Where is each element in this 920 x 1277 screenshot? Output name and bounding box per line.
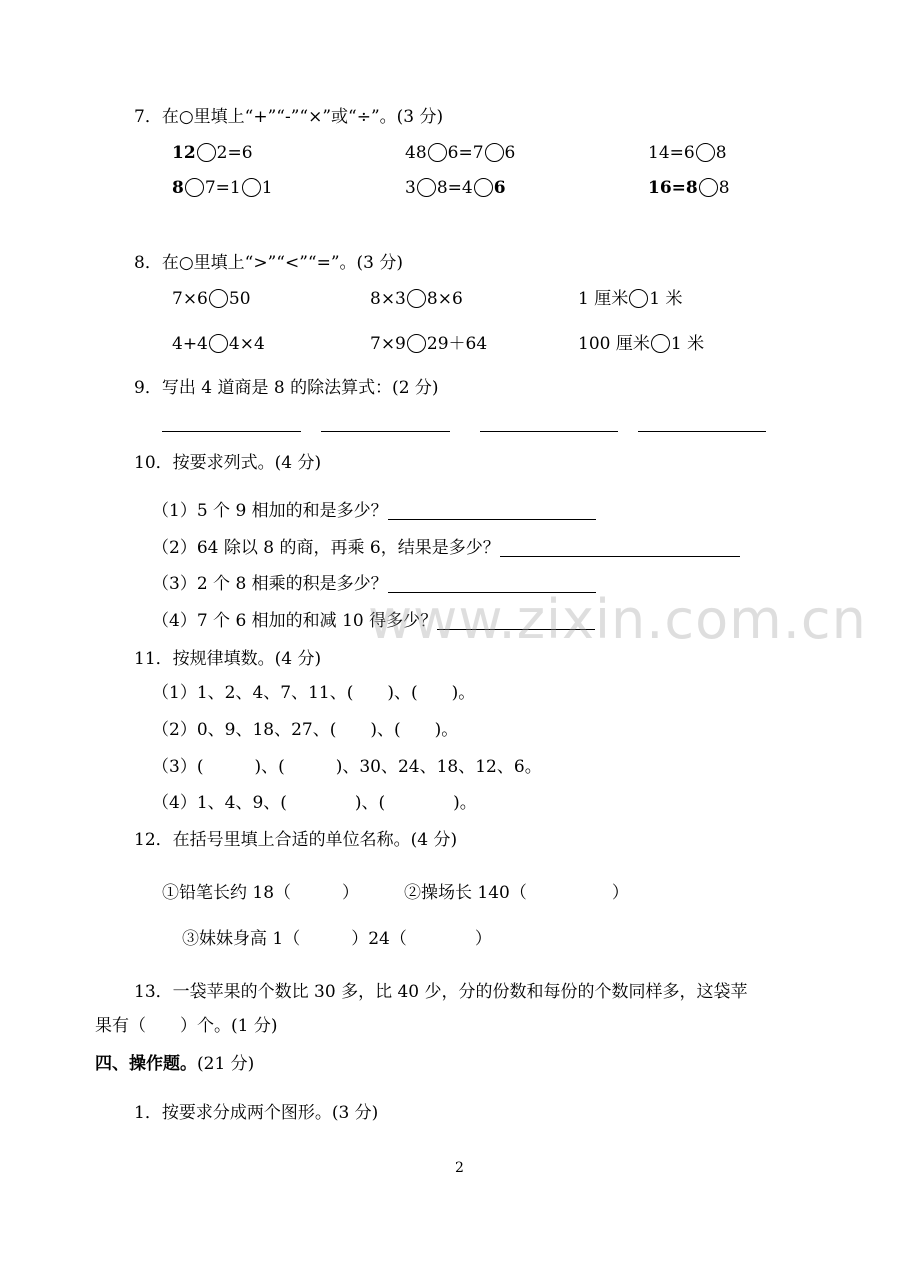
q8-r1-expr1: 7×6 50 <box>172 289 251 309</box>
q7-r2-expr3: 16=8 8 <box>648 178 730 198</box>
q11-item-1: （1）1、2、4、7、11、( )、( )。 <box>152 683 476 703</box>
page-number: 2 <box>455 1160 464 1176</box>
q11-item-4: （4）1、4、9、( )、( )。 <box>152 793 477 813</box>
answer-circle[interactable] <box>197 143 216 162</box>
q11-item-3: （3）( )、( )、30、24、18、12、6。 <box>152 757 542 777</box>
q11-title: 11．按规律填数。(4 分) <box>134 649 322 669</box>
answer-blank[interactable] <box>638 431 766 432</box>
q8-r1-expr2: 8×3 8×6 <box>370 289 463 309</box>
q7-r2-expr1: 8 7=1 1 <box>172 178 273 198</box>
q12-item-1: ①铅笔长约 18（ ） <box>162 883 360 903</box>
q7-r1-expr2: 48 6=7 6 <box>405 143 516 163</box>
answer-blank[interactable] <box>388 503 596 520</box>
q8-r2-expr3: 100 厘米 1 米 <box>578 334 705 354</box>
section4-heading: 四、操作题。(21 分) <box>95 1054 255 1074</box>
answer-circle[interactable] <box>428 143 447 162</box>
answer-circle[interactable] <box>629 289 648 308</box>
answer-blank[interactable] <box>162 431 301 432</box>
q9-title: 9．写出 4 道商是 8 的除法算式：(2 分) <box>134 378 439 398</box>
answer-circle[interactable] <box>407 289 426 308</box>
q7-r2-expr2: 3 8=4 6 <box>405 178 506 198</box>
q10-item-3: （3）2 个 8 相乘的积是多少？ <box>152 573 596 595</box>
q8-r1-expr3: 1 厘米 1 米 <box>578 289 683 309</box>
answer-blank[interactable] <box>321 431 450 432</box>
watermark: www.zixin.com.cn <box>368 588 867 651</box>
q13-line1: 13．一袋苹果的个数比 30 多，比 40 少，分的份数和每份的个数同样多，这袋苹 <box>134 982 748 1002</box>
answer-circle[interactable] <box>242 178 261 197</box>
q10-title: 10．按要求列式。(4 分) <box>134 453 322 473</box>
answer-circle[interactable] <box>651 334 670 353</box>
q7-title: 7．在○里填上“+”“-”“×”或“÷”。(3 分) <box>134 107 444 127</box>
q12-title: 12．在括号里填上合适的单位名称。(4 分) <box>134 830 458 850</box>
answer-circle[interactable] <box>485 143 504 162</box>
q11-item-2: （2）0、9、18、27、( )、( )。 <box>152 720 459 740</box>
q8-title: 8．在○里填上“>”“<”“=”。(3 分) <box>134 253 404 273</box>
q12-item-2: ②操场长 140（ ） <box>404 883 629 903</box>
answer-blank[interactable] <box>480 431 618 432</box>
s4q1-title: 1．按要求分成两个图形。(3 分) <box>134 1103 379 1123</box>
q10-item-2: （2）64 除以 8 的商，再乘 6，结果是多少？ <box>152 537 740 559</box>
answer-circle[interactable] <box>209 289 228 308</box>
q8-r2-expr1: 4+4 4×4 <box>172 334 265 354</box>
answer-circle[interactable] <box>185 178 204 197</box>
q10-item-4: （4）7 个 6 相加的和减 10 得多少？ <box>152 610 595 632</box>
q7-r1-expr1: 12 2=6 <box>172 143 253 163</box>
answer-circle[interactable] <box>696 143 715 162</box>
q10-item-1: （1）5 个 9 相加的和是多少？ <box>152 500 596 522</box>
answer-circle[interactable] <box>699 178 718 197</box>
answer-circle[interactable] <box>474 178 493 197</box>
answer-blank[interactable] <box>500 540 740 557</box>
answer-circle[interactable] <box>407 334 426 353</box>
q12-item-3: ③妹妹身高 1（ ）24（ ） <box>182 929 492 949</box>
answer-circle[interactable] <box>209 334 228 353</box>
q13-line2: 果有（ ）个。(1 分) <box>95 1016 278 1036</box>
q7-r1-expr3: 14=6 8 <box>648 143 727 163</box>
q8-r2-expr2: 7×9 29＋64 <box>370 334 488 354</box>
answer-circle[interactable] <box>417 178 436 197</box>
